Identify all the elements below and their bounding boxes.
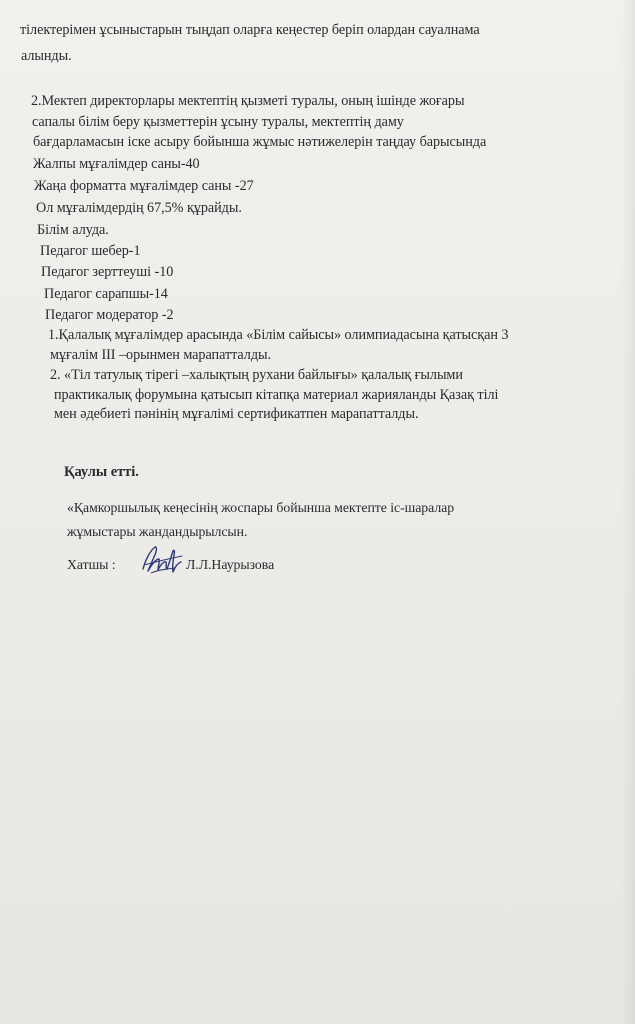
secretary-label: Хатшы :	[67, 557, 116, 572]
stat-new-format: Жаңа форматта мұғалімдер саны -27	[34, 178, 254, 194]
section2-line-3: бағдарламасын іске асыру бойынша жұмыс нәтижелерін таңдау барысында	[33, 134, 487, 150]
stat-researcher: Педагог зерттеуші -10	[41, 264, 174, 280]
award-2-line-3: мен әдебиеті пәнінің мұғалімі сертификатпен марапатталды.	[54, 406, 419, 422]
award-2-line-2: практикалық форумына қатысып кітапқа материал жарияланды Қазақ тілі	[54, 387, 499, 403]
handwritten-signature	[140, 543, 184, 579]
secretary-name: Л.Л.Наурызова	[186, 557, 275, 572]
award-1-line-1: 1.Қалалық мұғалімдер арасында «Білім сайысы» олимпиадасына қатысқан 3	[48, 327, 509, 343]
award-2-line-1: 2. «Тіл татулық тірегі –халықтың рухани байлығы» қалалық ғылыми	[50, 367, 463, 383]
resolution-heading: Қаулы етті.	[64, 464, 139, 480]
award-1-line-2: мұғалім ІІІ –орынмен марапатталды.	[50, 347, 271, 363]
resolution-line-2: жұмыстары жандандырылсын.	[67, 524, 248, 539]
stat-studying: Білім алуда.	[37, 222, 109, 238]
section2-line-1: 2.Мектеп директорлары мектептің қызметі туралы, оның ішінде жоғары	[31, 93, 465, 109]
section2-line-2: сапалы білім беру қызметтерін ұсыну туралы, мектептің даму	[32, 114, 404, 130]
stat-moderator: Педагог модератор -2	[45, 307, 174, 323]
stat-total-teachers: Жалпы мұғалімдер саны-40	[33, 156, 200, 172]
intro-line-1: тілектерімен ұсыныстарын тыңдап оларға кеңестер беріп олардан сауалнама	[20, 22, 480, 38]
stat-expert: Педагог сарапшы-14	[44, 286, 168, 302]
stat-master: Педагог шебер-1	[40, 243, 141, 259]
intro-line-2: алынды.	[21, 48, 72, 64]
stat-percent: Ол мұғалімдердің 67,5% құрайды.	[36, 200, 242, 216]
resolution-line-1: «Қамкоршылық кеңесінің жоспары бойынша мектепте іс-шаралар	[67, 500, 455, 515]
